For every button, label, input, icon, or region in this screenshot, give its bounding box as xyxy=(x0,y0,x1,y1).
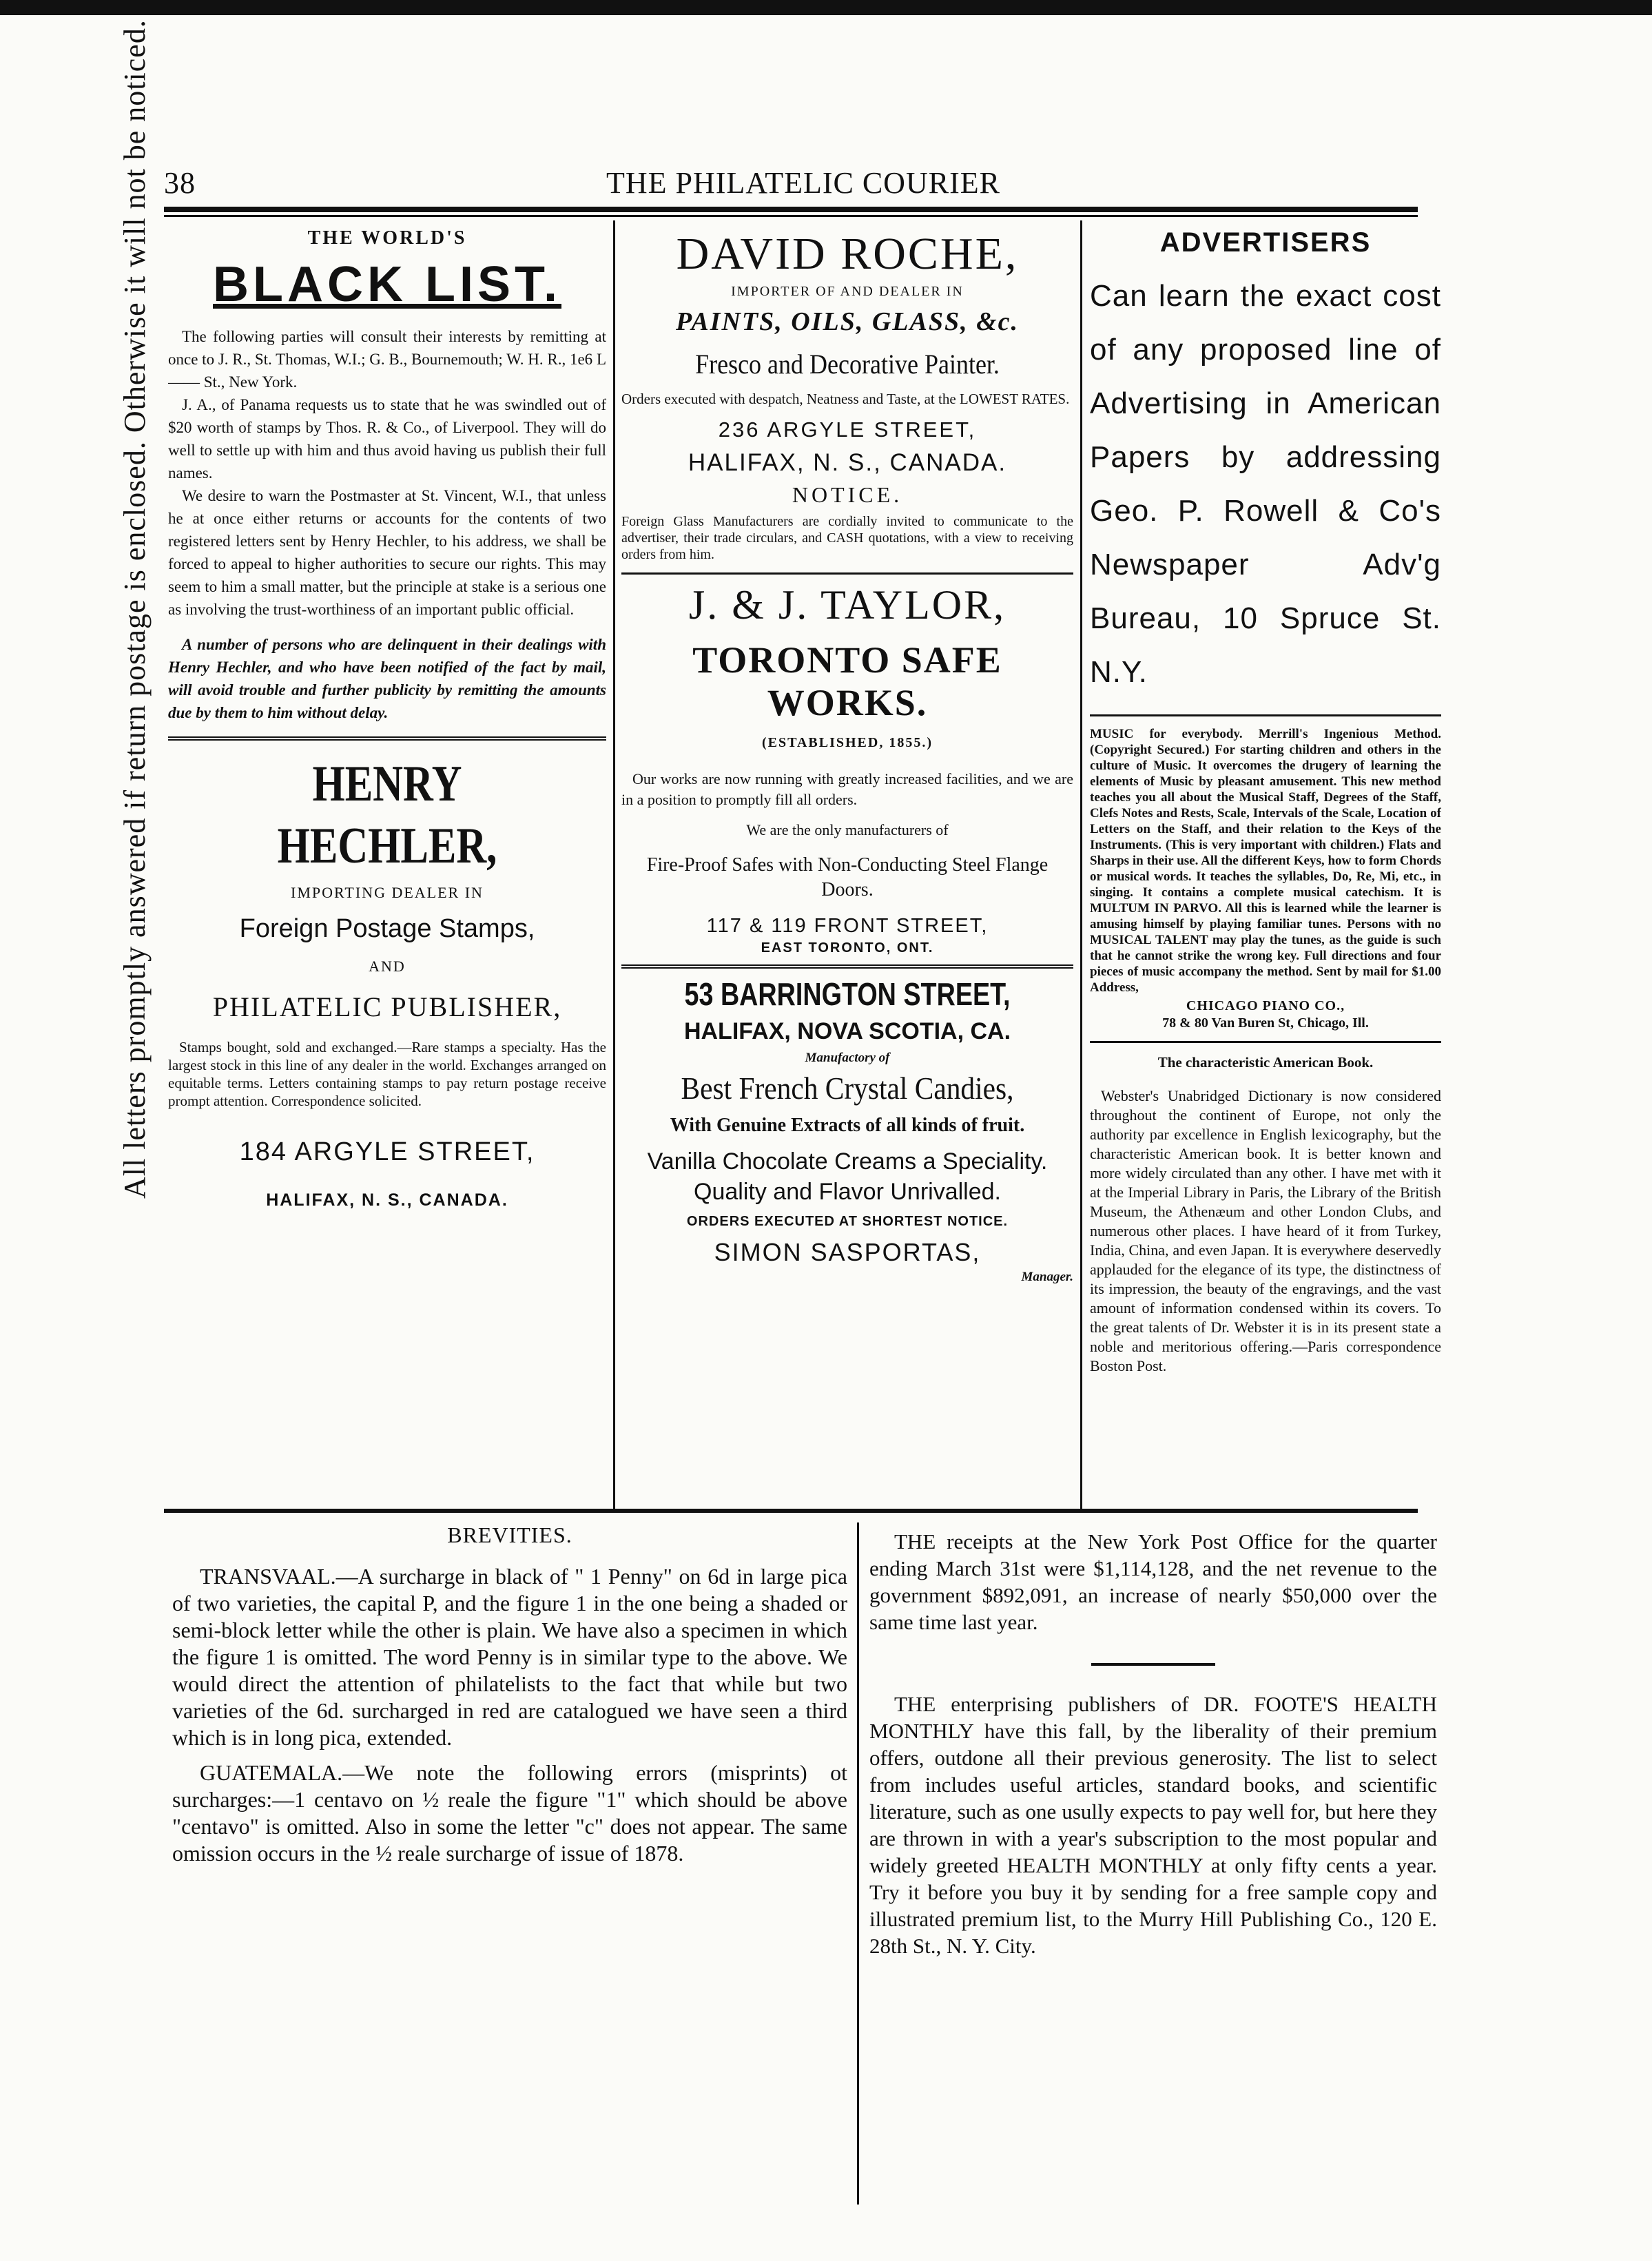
taylor-name: J. & J. TAYLOR, xyxy=(688,582,1006,628)
news-foote: THE enterprising publishers of DR. FOOTE'S HEALTH MONTHLY have this fall, by the liberality of their premium offers, outdone all their previous generosity. The list to select from includes useful articles, standard books, and scientific literature, such as one usully expects to pay well for, but here they are thrown in with a year's subscription to the most popular and widely greeted HEALTH MONTHLY at only fifty cents a year. Try it before you buy it by sending for a free sample copy and illustrated premium list, to the Murry Hill Publishing Co., 120 E. 28th St., N. Y. City. xyxy=(869,1692,1437,1958)
roche-city: HALIFAX, N. S., CANADA. xyxy=(688,449,1007,476)
black-list-kicker: THE WORLD'S xyxy=(307,227,467,249)
brevities-heading: BREVITIES. xyxy=(447,1522,572,1547)
header-rule-thin xyxy=(164,215,1418,217)
running-title: THE PHILATELIC COURIER xyxy=(606,166,1000,200)
taylor-established: (ESTABLISHED, 1855.) xyxy=(761,735,933,750)
roche-notice-body: Foreign Glass Manufacturers are cordially invited to communicate to the advertiser, their trade circulars, and CASH quotations, with a view to receiving orders from him. xyxy=(621,514,1073,562)
side-note: All letters promptly answered if return postage is enclosed. Otherwise it will not be noticed. xyxy=(118,19,152,1199)
roche-street: 236 ARGYLE STREET, xyxy=(718,417,977,442)
sasportas-orders: ORDERS EXECUTED AT SHORTEST NOTICE. xyxy=(686,1214,1009,1229)
taylor-para: We are the only manufacturers of xyxy=(746,821,949,838)
divider xyxy=(1090,1041,1441,1043)
news-receipts: THE receipts at the New York Post Office for the quarter ending March 31st were $1,114,128, and the net revenue to the government $892,091, an increase of nearly $50,000 over the same time last year. xyxy=(869,1529,1437,1634)
music-address: 78 & 80 Van Buren St, Chicago, Ill. xyxy=(1162,1015,1369,1031)
black-list-notice: A number of persons who are delinquent in their dealings with Henry Hechler, and who have been notified of the fact by mail, will avoid trouble and further publicity by remitting the amounts due by them to him without delay. xyxy=(168,636,606,721)
ornament-rule xyxy=(1091,1663,1215,1666)
taylor-works: TORONTO SAFE WORKS. xyxy=(692,639,1002,723)
black-list-para: We desire to warn the Postmaster at St. Vincent, W.I., that unless he at once either returns or accounts for the contents of two registered letters sent by Henry Hechler, to his address, we shall be forced to appeal to higher authorities to secure our rights. This may seem to him a small matter, but the principle at stake is a serious one as involving the trust-worthiness of an important public official. xyxy=(168,487,606,618)
hechler-body: Stamps bought, sold and exchanged.—Rare stamps a specialty. Has the largest stock in this line of any dealer in the world. Exchanges arranged on equitable terms. Letters containing stamps to pay return postage receive prompt attention. Correspondence solicited. xyxy=(168,1039,606,1109)
hechler-and: AND xyxy=(369,958,406,975)
black-list-title: BLACK LIST. xyxy=(213,257,561,312)
roche-tag: IMPORTER OF AND DEALER IN xyxy=(731,284,964,299)
column-right xyxy=(1090,227,1441,1502)
brevities-column xyxy=(172,1522,847,2211)
sasportas-owner: SIMON SASPORTAS, xyxy=(714,1238,981,1266)
news-column xyxy=(869,1522,1437,2211)
hechler-name: HENRY HECHLER, xyxy=(277,756,497,874)
sasportas-role: Manager. xyxy=(1021,1270,1073,1284)
column-divider xyxy=(1080,220,1082,1509)
divider xyxy=(168,736,606,741)
roche-trade: Fresco and Decorative Painter. xyxy=(695,349,1000,380)
sasportas-city: HALIFAX, NOVA SCOTIA, CA. xyxy=(683,1018,1011,1044)
black-list-para: J. A., of Panama requests us to state that he was swindled out of $20 worth of stamps by Thos. R. & Co., of Liverpool. They will do well to settle up with him and thus avoid having us publish their full names. xyxy=(168,396,606,482)
header-rule xyxy=(164,207,1418,212)
rowell-body: Can learn the exact cost of any proposed line of Advertising in American Papers by addressing Geo. P. Rowell & Co's Newspaper Adv'g Bureau, 10 Spruce St. N.Y. xyxy=(1090,279,1441,689)
hechler-tag: IMPORTING DEALER IN xyxy=(291,884,484,901)
sasportas-street: 53 BARRINGTON STREET, xyxy=(684,976,1011,1012)
black-list-para: The following parties will consult their interests by remitting at once to J. R., St. Thomas, W.I.; G. B., Bournemouth; W. H. R., 1e6 L—— St., New York. xyxy=(168,328,606,391)
page-number: 38 xyxy=(164,166,196,200)
sasportas-maker: Manufactory of xyxy=(805,1051,890,1065)
rowell-title: ADVERTISERS xyxy=(1159,227,1372,258)
roche-note: Orders executed with despatch, Neatness and Taste, at the LOWEST RATES. xyxy=(621,391,1070,407)
divider xyxy=(1090,714,1441,716)
top-edge-bar xyxy=(0,0,1652,15)
column-middle xyxy=(621,227,1073,1502)
column-divider xyxy=(857,1522,859,2205)
column-left xyxy=(168,227,606,1502)
roche-goods: PAINTS, OILS, GLASS, &c. xyxy=(675,307,1020,336)
taylor-para: Our works are now running with greatly increased facilities, and we are in a position to promptly fill all orders. xyxy=(621,770,1073,808)
taylor-product: Fire-Proof Safes with Non-Conducting Steel Flange Doors. xyxy=(646,854,1049,900)
roche-notice-title: NOTICE. xyxy=(792,482,903,507)
roche-name: DAVID ROCHE, xyxy=(676,229,1019,279)
sasportas-extracts: With Genuine Extracts of all kinds of fruit. xyxy=(670,1115,1025,1136)
webster-title: The characteristic American Book. xyxy=(1157,1054,1374,1071)
hechler-line1: Foreign Postage Stamps, xyxy=(239,914,535,943)
sasportas-vanilla: Vanilla Chocolate Creams a Speciality. Quality and Flavor Unrivalled. xyxy=(647,1148,1048,1205)
hechler-line2: PHILATELIC PUBLISHER, xyxy=(212,991,562,1022)
webster-body: Webster's Unabridged Dictionary is now considered throughout the continent of Europe, not only the authority par excellence in English lexicography, but the characteristic American book. It is better known and more widely circulated than any other. I have met with it at the Imperial Library in Paris, the Library of the British Museum, the Athenæum and other London Clubs, and numerous other places. I have heard of it from Turkey, India, China, and even Japan. It is everywhere deservedly applauded for the elegance of its type, the distinctness of its impression, the beauty of the engravings, and the vast amount of information condensed within its covers. To the great talents of Dr. Webster it is in its present state a noble and meritorious offering.—Paris correspondence Boston Post. xyxy=(1090,1087,1441,1374)
hechler-address1: 184 ARGYLE STREET, xyxy=(239,1137,535,1166)
brevities-guatemala: GUATEMALA.—We note the following errors (misprints) ot surcharges:—1 centavo on ½ reale the figure "1" which should be above "centavo" is omitted. Also in some the letter "c" does not appear. The same omission occurs in the ½ reale surcharge of issue of 1878. xyxy=(172,1760,847,1866)
music-body: MUSIC for everybody. Merrill's Ingenious Method. (Copyright Secured.) For starting children and others in the culture of Music. It overcomes the drugery of learning the elements of Music by pleasant amusement. This new method teaches you all about the Musical Staff, Degrees of the Staff, Clefs Notes and Rests, Scale, Intervals of the Scale, Location of Letters on the Staff, and their relation to the Keys of the Instruments. (This is very important with children.) Flats and Sharps in their use. All the different Keys, how to form Chords or musical words. It teaches the syllables, Do, Re, Mi, etc., in singing. It contains a complete musical catechism. It is MULTUM IN PARVO. All this is learned while the learner is amusing himself by playing familiar tunes. Persons with no MUSICAL TALENT may play the tunes, as the guide is such that he cannot strike the wrong key. Full directions and four pieces of music accompany the method. Sent by mail for $1.00 Address, xyxy=(1090,727,1441,995)
divider xyxy=(621,964,1073,969)
music-company: CHICAGO PIANO CO., xyxy=(1186,998,1345,1013)
taylor-address1: 117 & 119 FRONT STREET, xyxy=(706,915,989,937)
brevities-transvaal: TRANSVAAL.—A surcharge in black of " 1 Penny" on 6d in large pica of two varieties, the capital P, and the figure 1 in the one being a shaded or semi-block letter while the other is plain. We have also a specimen in which the figure 1 is omitted. The word Penny is in similar type to the above. We would direct the attention of philatelists to the fact that while but two varieties of the 6d. surcharged in red are catalogued we have seen a third which is in long pica, extended. xyxy=(172,1564,847,1750)
divider xyxy=(621,572,1073,575)
column-divider xyxy=(613,220,615,1509)
section-rule xyxy=(164,1509,1418,1513)
sasportas-product: Best French Crystal Candies, xyxy=(681,1071,1014,1106)
hechler-address2: HALIFAX, N. S., CANADA. xyxy=(266,1190,508,1210)
taylor-address2: EAST TORONTO, ONT. xyxy=(761,940,934,956)
